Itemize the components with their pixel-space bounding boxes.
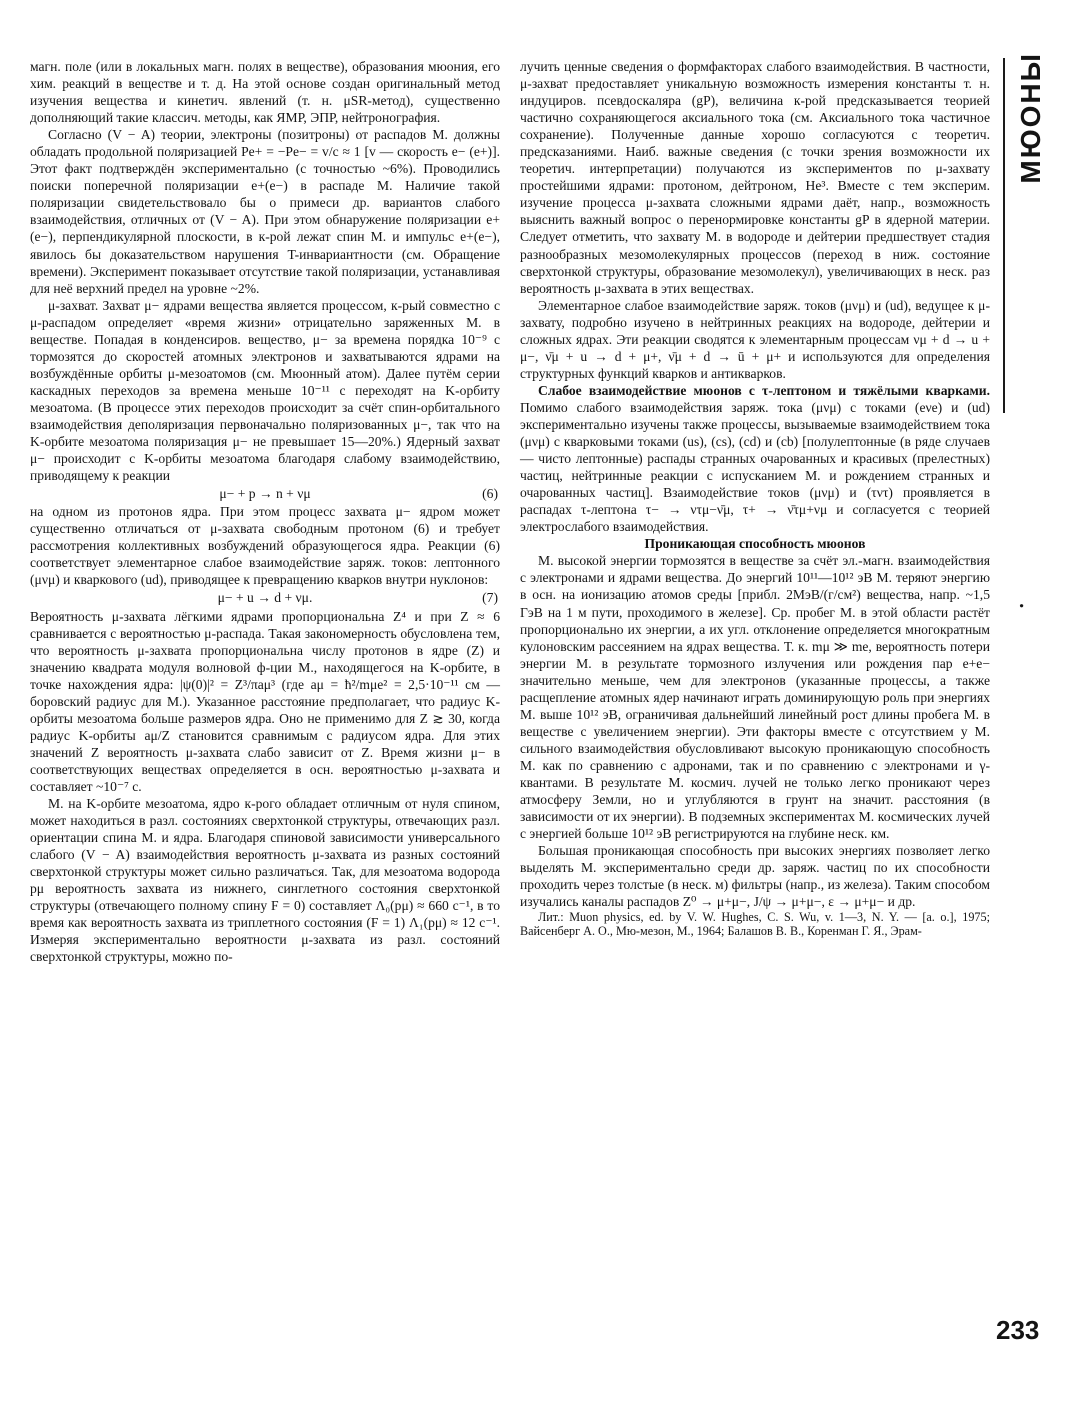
formula-text: μ− + p → n + νμ — [219, 486, 311, 502]
formula-number: (6) — [482, 486, 498, 502]
formula-6 — [30, 485, 500, 502]
literature: Лит.: Muon physics, ed. by V. W. Hughes, C. S. Wu, v. 1—3, N. Y. — [a. o.], 1975; Вайсенберг А. О., Мю-мезон, М., 1964; Балашов В. В., Коренман Г. Я., Эрам- — [520, 910, 990, 939]
section-text: Помимо слабого взаимодействия заряж. тока (μνμ) с токами (eνe) и (ud) экспериментально изучены также процессы, вызываемые взаимодействием тока (μνμ) с кварковыми токами (us), (cs), (cd) и (cb) [полулептонные (в ряде случаев — чисто лептонные) распады странных очарованных и красивых (прелестных) частиц, нейтринные реакции с испусканием М. и рождением странных и очарованных частиц]. Взаимодействие токов (μνμ) и (τντ) проявляется в распадах τ-лептона τ− → ντμ−ν̄μ, τ+ → ν̄τμ+νμ и согласуется с теорией электрослабого взаимодействия. — [520, 399, 990, 535]
section-lead: Слабое взаимодействие мюонов с τ-лептоном и тяжёлыми кварками. — [538, 382, 990, 398]
page-number: 233 — [996, 1315, 1040, 1345]
formula-7 — [30, 589, 500, 606]
paragraph: Элементарное слабое взаимодействие заряж. токов (μνμ) и (ud), ведущее к μ-захвату, подробно изучено в нейтринных реакциях на водороде, дейтерии и сложных ядрах. Эти реакции сводятся к элементарным процессам νμ + d → u + μ−, ν̄μ + u → d + μ+, ν̄μ + d → ū + μ+ и используются для определения структурных функций кварков и антикварков. — [520, 297, 990, 381]
margin-mark: ⋅ — [1018, 596, 1026, 616]
paragraph: Согласно (V − A) теории, электроны (позитроны) от распадов М. должны обладать продольной поляризацией Pe+ = −Pe− = v/c ≈ 1 [v — скорость e− (e+)]. Этот факт подтверждён экспериментально (с точностью ~6%). Проводились поиски поперечной поляризации e+(e−) в распаде М. Наличие такой поляризации свидетельствовало бы о примеси др. вариантов слабого взаимодействия, отличных от (V − A). При этом обнаружение поляризации e+(e−), перпендикулярной плоскости, в к-рой лежат спин М. и импульс e+(e−), явилось бы доказательством нарушения T-инвариантности (см. Обращение времени). Эксперимент показывает отсутствие такой поляризации, устанавливая для неё верхний предел на уровне ~2%. — [30, 127, 500, 296]
paragraph — [520, 382, 990, 535]
paragraph: Вероятность μ-захвата лёгкими ядрами пропорциональна Z⁴ и при Z ≈ 6 сравнивается с вероятностью μ-распада. Такая закономерность обусловлена тем, что вероятность μ-захвата пропорциональна числу протонов в ядре (Z) и значению квадрата модуля волновой ф-ции М., находящегося на K-орбите, в точке нахождения ядра: |ψ(0)|² = Z³/πaμ³ (где aμ = ħ²/mμe² = 2,5·10⁻¹¹ см — боровский радиус для М.). Указанное расстояние предполагает, что радиус K-орбиты мезоатома больше размеров ядра. Оно не применимо для Z ≳ 30, когда радиус K-орбиты aμ/Z становится сравнимым с радиусом ядра. Для этих значений Z вероятность μ-захвата слабо зависит от Z. Время жизни μ− в соответствующих веществах определяется в осн. вероятностью μ-захвата и составляет ~10⁻⁷ с. — [30, 608, 500, 794]
paragraph: М. на K-орбите мезоатома, ядро к-рого обладает отличным от нуля спином, может находиться в разл. состояниях сверхтонкой структуры, отвечающих разл. ориентации спина М. и ядра. Благодаря спиновой зависимости универсального слабого (V − A) взаимодействия вероятность μ-захвата из разных состояний сверхтонкой структуры может сильно различаться. Так, для мезоатома водорода pμ вероятность захвата из нижнего, синглетного состояния сверхтонкой структуры (отвечающего полному спину F = 0) составляет Λ₀(pμ) ≈ 660 с⁻¹, в то время как вероятность захвата из триплетного состояния (F = 1) Λ₁(pμ) ≈ 12 с⁻¹. Измеряя экспериментально вероятности μ-захвата из разл. состояний сверхтонкой структуры, можно по- — [30, 796, 500, 965]
formula-text: μ− + u → d + νμ. — [217, 590, 313, 606]
running-head: МЮОНЫ — [1015, 52, 1046, 184]
right-column — [520, 58, 990, 938]
left-column — [30, 58, 500, 965]
section-heading: Проникающая способность мюонов — [644, 536, 866, 552]
paragraph: μ-захват. Захват μ− ядрами вещества является процессом, к-рый совместно с μ-распадом определяет «время жизни» отрицательно заряженных М. в веществе. Попадая в конденсиров. вещество, μ− за времена порядка 10⁻⁹ с тормозятся до скоростей атомных электронов и захватываются ядрами на возбуждённые орбиты μ-мезоатомов (см. Мюонный атом). Далее путём серии каскадных переходов за времена меньше 10⁻¹¹ с переходят на K-орбиту мезоатома. (В процессе этих переходов происходит за счёт спин-орбитального взаимодействия деполяризация первоначально поляризованных μ−, так что на K-орбите мезоатома поляризация μ− не превышает 15—20%.) Ядерный захват μ− происходит с K-орбиты мезоатома благодаря слабому взаимодействию, приводящему к реакции — [30, 297, 500, 484]
paragraph: на одном из протонов ядра. При этом процесс захвата μ− ядром может существенно отличаться от μ-захвата свободным протоном (6) и требует рассмотрения коллективных возбуждений образующегося ядра. Реакции (6) соответствует элементарное слабое взаимодействие заряж. токов: лептонного (μνμ) и кваркового (ud), приводящее к превращению кварков внутри нуклонов: — [30, 504, 500, 588]
paragraph: лучить ценные сведения о формфакторах слабого взаимодействия. В частности, μ-захват предоставляет уникальную возможность измерения константы т. н. индуциров. псевдоскаляра (gP), величина к-рой предсказывается теорией частично сохраняющегося аксиального тока (см. Аксиального тока частичное сохранение). Полученные данные хорошо согласуются с теоретич. предсказаниями. Наиб. важные сведения (с точки зрения возможности их теоретич. интерпретации) получаются из экспериментов по μ-захвату простейшими ядрами: протоном, дейтроном, He³. Вместе с тем эксперим. изучение процесса μ-захвата сложными ядрами даёт, напр., возможность выяснить важный вопрос о перенормировке константы gP в ядерной материи. Следует отметить, что захвату М. в водороде и дейтерии предшествует стадия разнообразных мезомолекулярных процессов (переход в ниж. состояние сверхтонкой структуры, образование мезомолекул), увеличивающих в неск. раз вероятность μ-захвата в этих веществах. — [520, 59, 990, 296]
paragraph: М. высокой энергии тормозятся в веществе за счёт эл.-магн. взаимодействия с электронами и ядрами вещества. До энергий 10¹¹—10¹² эВ М. теряют энергию в осн. на ионизацию атомов среды [прибл. 2МэВ/(г/см²) вещества, напр. ~1,5 ГэВ на 1 м пути, проходимого в железе]. Ср. пробег М. в этой области растёт пропорционально их энергии, а их угл. отклонение определяется многократным кулоновским рассеянием на ядрах вещества. Т. к. mμ ≫ me, вероятность потери энергии М. в результате тормозного излучения или рождения пар e+e− значительно меньше, чем для электронов (указанные процессы, а также расщепление атомных ядер начинают играть доминирующую роль при энергиях М. выше 10¹² эВ, ограничивая дальнейший линейный рост длины пробега М. в веществе с увеличением энергии). Эти факторы вместе с отсутствием у М. сильного взаимодействия обусловливают высокую проникающую способность М. как по сравнению с адронами, так и по сравнению с электронами и γ-квантами. В результате М. космич. лучей не только легко проникают через атмосферу Земли, но и углубляются в грунт на значит. расстояния (в зависимости от их энергии). В подземных экспериментах М. космических лучей с энергией больше 10¹² эВ регистрируются на глубине неск. км. — [520, 553, 990, 842]
paragraph: магн. поле (или в локальных магн. полях в веществе), образования мюония, его хим. реакций в веществе и т. д. На этой основе создан оригинальный метод изучения вещества и кинетич. явлений (т. н. μSR-метод), существенно дополняющий такие классич. методы, как ЯМР, ЭПР, нейтронография. — [30, 59, 500, 126]
formula-number: (7) — [482, 590, 498, 606]
running-head-rule — [1003, 58, 1005, 413]
paragraph: Большая проникающая способность при высоких энергиях позволяет легко выделять М. экспериментально среди др. заряж. частиц по их способности проходить через толстые (в неск. м) фильтры (напр., из железа). Таким способом изучались каналы распадов Z⁰ → μ+μ−, J/ψ → μ+μ−, ε → μ+μ− и др. — [520, 843, 990, 910]
